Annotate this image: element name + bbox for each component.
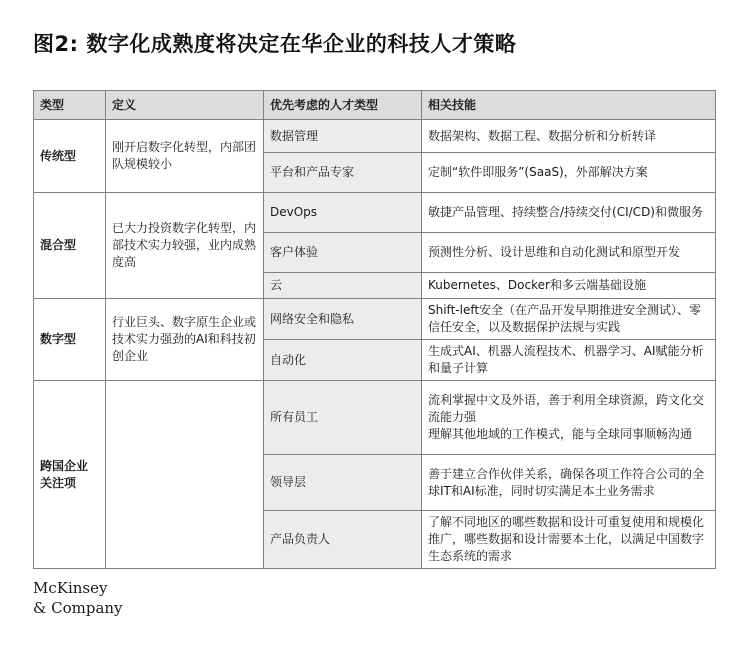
table-row [34, 299, 716, 340]
skills-cell: 生成式AI、机器人流程技术、机器学习、AI赋能分析和量子计算 [422, 340, 716, 381]
page-title: 图2: 数字化成熟度将决定在华企业的科技人才策略 [33, 32, 517, 56]
definition-cell: 刚开启数字化转型，内部团队规模较小 [106, 120, 264, 193]
talent-cell: 自动化 [264, 340, 422, 381]
definition-cell: 行业巨头、数字原生企业或技术实力强劲的AI和科技初创企业 [106, 299, 264, 381]
definition-cell: 已大力投资数字化转型，内部技术实力较强，业内成熟度高 [106, 193, 264, 299]
skills-cell: 流利掌握中文及外语，善于利用全球资源，跨文化交流能力强 理解其他地域的工作模式，能与全球同事顺畅沟通 [422, 381, 716, 455]
logo-line-2: & Company [33, 599, 123, 617]
skills-cell: 敏捷产品管理、持续整合/持续交付(CI/CD)和微服务 [422, 193, 716, 233]
skills-cell: Shift-left安全（在产品开发早期推进安全测试）、零信任安全，以及数据保护法规与实践 [422, 299, 716, 340]
talent-cell: 数据管理 [264, 120, 422, 153]
header-definition: 定义 [106, 91, 264, 120]
talent-cell: 产品负责人 [264, 511, 422, 569]
header-type: 类型 [34, 91, 106, 120]
definition-cell [106, 381, 264, 569]
type-cell: 数字型 [34, 299, 106, 381]
talent-cell: 云 [264, 273, 422, 299]
header-skills: 相关技能 [422, 91, 716, 120]
table-header-row [34, 91, 716, 120]
table-row [34, 193, 716, 233]
skills-cell: 了解不同地区的哪些数据和设计可重复使用和规模化推广，哪些数据和设计需要本土化，以满足中国数字生态系统的需求 [422, 511, 716, 569]
talent-cell: 平台和产品专家 [264, 153, 422, 193]
type-cell: 跨国企业关注项 [34, 381, 106, 569]
talent-cell: 网络安全和隐私 [264, 299, 422, 340]
skills-cell: 善于建立合作伙伴关系，确保各项工作符合公司的全球IT和AI标准，同时切实满足本土业务需求 [422, 455, 716, 511]
logo-line-1: McKinsey [33, 579, 108, 597]
table-row [34, 120, 716, 153]
mckinsey-logo [33, 578, 123, 618]
skills-cell: Kubernetes、Docker和多云端基础设施 [422, 273, 716, 299]
talent-strategy-table [33, 90, 716, 569]
skills-cell: 预测性分析、设计思维和自动化测试和原型开发 [422, 233, 716, 273]
type-cell: 传统型 [34, 120, 106, 193]
skills-cell: 定制“软件即服务”(SaaS)，外部解决方案 [422, 153, 716, 193]
talent-cell: 所有员工 [264, 381, 422, 455]
type-cell: 混合型 [34, 193, 106, 299]
skills-cell: 数据架构、数据工程、数据分析和分析转译 [422, 120, 716, 153]
header-talent: 优先考虑的人才类型 [264, 91, 422, 120]
table-row [34, 381, 716, 455]
talent-cell: DevOps [264, 193, 422, 233]
talent-cell: 领导层 [264, 455, 422, 511]
talent-cell: 客户体验 [264, 233, 422, 273]
